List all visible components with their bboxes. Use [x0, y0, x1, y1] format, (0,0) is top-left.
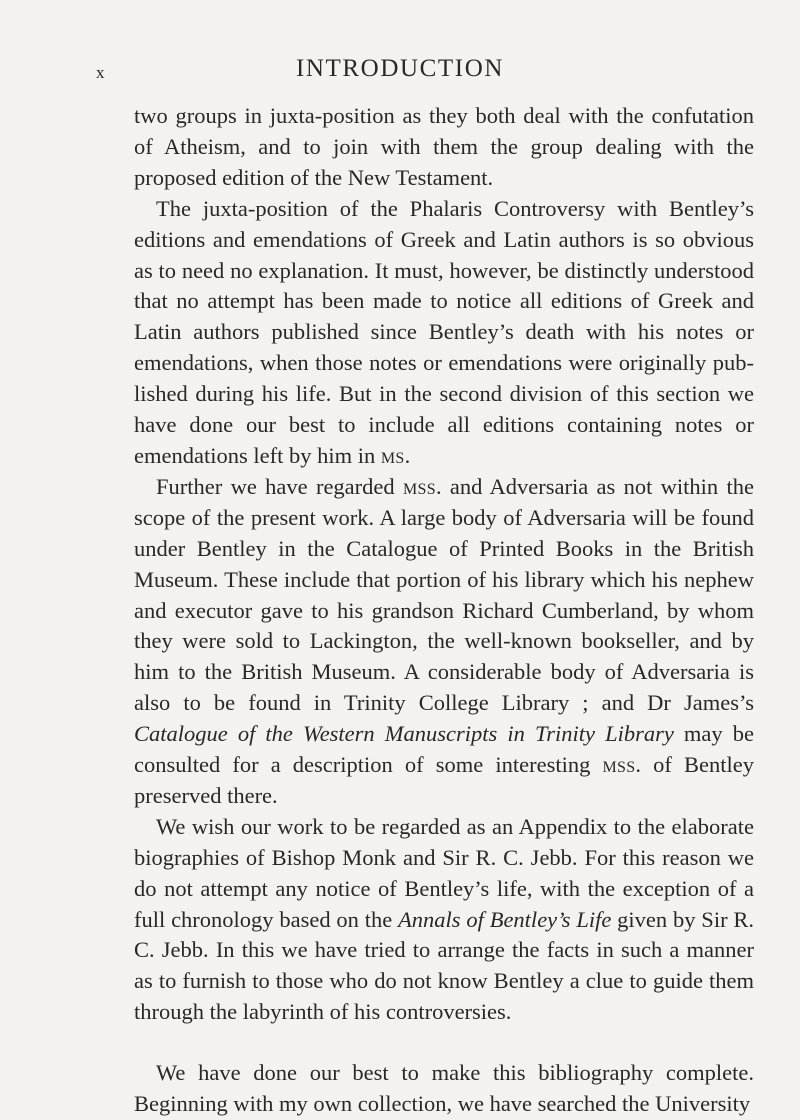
paragraph-3-text-c: may be consulted for a description of some interesting [134, 721, 754, 778]
paragraph-1-text: two groups in juxta-position as they both deal with the confutation of Atheism, and to join with them the group dealing with the proposed edition of the New Testament. [134, 103, 754, 190]
annals-title: Annals of Bentley’s Life [398, 906, 612, 932]
paragraph-4-text-b: given by Sir R. C. Jebb. In this we have tried to arrange the facts in such a manner as to furnish to those who do not know Bentley a clue to guide them through the labyrinth of his controversies. [134, 906, 755, 1025]
ms-abbreviation: ms [380, 442, 405, 468]
paragraph-5 [134, 1058, 754, 1120]
paragraph-4 [134, 812, 754, 1028]
paragraph-2 [134, 194, 754, 472]
page-header [0, 55, 800, 89]
mss-abbreviation: mss [403, 473, 436, 499]
paragraph-3-text-a: Further we have regarded [156, 473, 395, 499]
paragraph-4-text-a: We wish our work to be regarded as an Appendix to the elaborate biographies of Bishop Monk and Sir R. C. Jebb. For this reason we do not attempt any notice of Bentley’s life, with the exception of a full chronology based on the [134, 813, 754, 932]
running-title: INTRODUCTION [295, 55, 505, 82]
page-number: x [96, 63, 105, 82]
paragraph-2-text: The juxta-position of the Phalaris Controversy with Bentley’s editions and emendations of Greek and Latin authors is so obvious as to need no explanation. It must, however, be distinctly understood that no attempt has been made to notice all editions of Greek and Latin authors published since Bentley’s death with his notes or emendations, when those notes or emendations were originally published during his life. But in the second division of this section we have done our best to include all editions containing notes or emendations left by him in [134, 195, 754, 468]
catalogue-title: Catalogue of the Western Manuscripts in Trinity Library [134, 721, 674, 747]
paragraph-2-end: . [404, 442, 411, 468]
body-text [134, 101, 754, 1120]
paragraph-3 [134, 472, 754, 812]
paragraph-5-text: We have done our best to make this bibliography complete. Beginning with my own collection, we have searched the University [134, 1060, 754, 1117]
mss-abbreviation: mss [602, 752, 636, 778]
paragraph-3-text-b: . and Adversaria as not within the scope of the present work. A large body of Adversaria will be found under Bentley in the Catalogue of Printed Books in the British Museum. These include that portion of his library which his nephew and executor gave to his grandson Richard Cumberland, by whom they were sold to Lackington, the well-known bookseller, and by him to the British Museum. A considerable body of Adversaria is also to be found in Trinity College Library ; and Dr James’s [134, 473, 755, 716]
paragraph-3-text-d: . of Bentley preserved there. [134, 752, 754, 808]
paragraph-1 [134, 101, 754, 194]
